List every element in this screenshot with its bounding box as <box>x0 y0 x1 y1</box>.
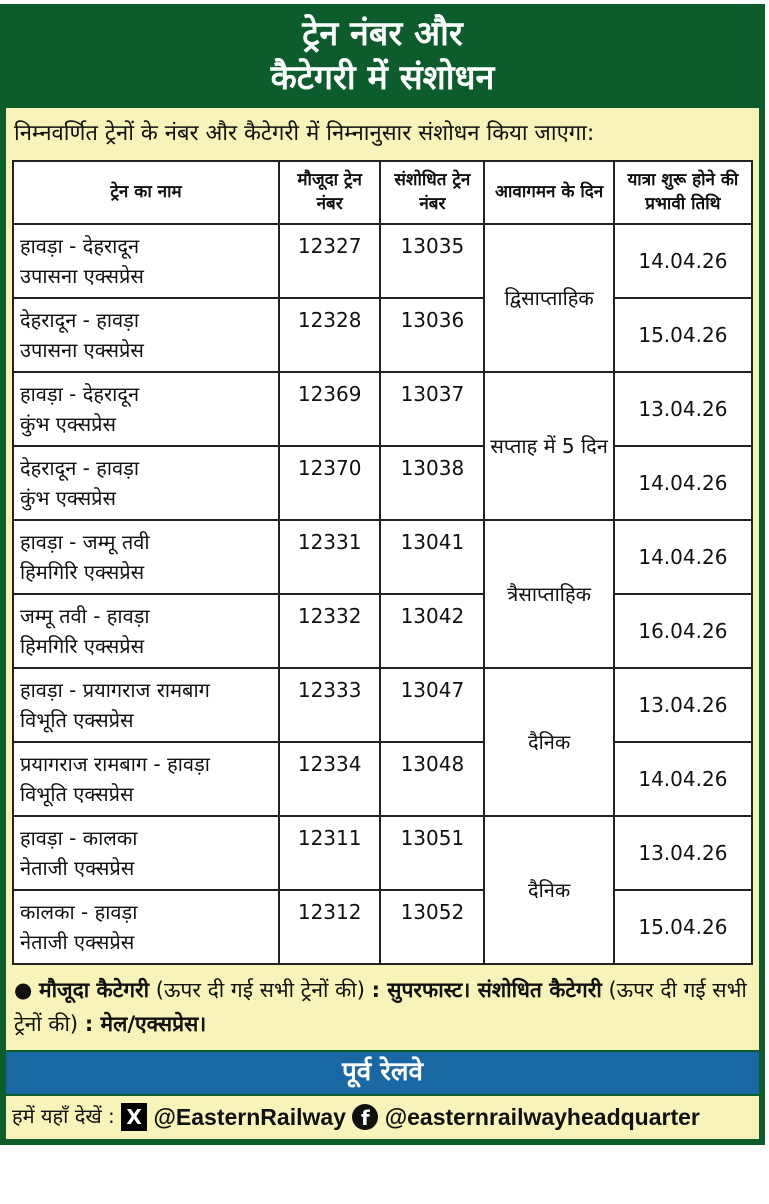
effective-date: 15.04.26 <box>614 890 752 964</box>
notice-title <box>2 6 763 108</box>
effective-date: 16.04.26 <box>614 594 752 668</box>
note-part: : सुपरफास्ट। संशोधित कैटेगरी <box>371 977 602 1002</box>
effective-date: 14.04.26 <box>614 742 752 816</box>
train-route: हावड़ा - प्रयागराज रामबाग <box>20 677 210 702</box>
header-train-name: ट्रेन का नाम <box>13 161 279 224</box>
intro-text: निम्नवर्णित ट्रेनों के नंबर और कैटेगरी में निम्नानुसार संशोधन किया जाएगा: <box>14 121 595 147</box>
train-title: उपासना एक्सप्रेस <box>20 263 144 288</box>
train-name <box>13 742 279 816</box>
facebook-logo-icon: f <box>352 1104 378 1130</box>
header-old-number: मौजूदा ट्रेन नंबर <box>279 161 380 224</box>
table-row <box>13 372 752 446</box>
table-row <box>13 224 752 298</box>
run-days: द्विसाप्ताहिक <box>484 224 613 372</box>
old-number: 12334 <box>279 742 380 816</box>
header-days: आवागमन के दिन <box>484 161 613 224</box>
table-row <box>13 890 752 964</box>
table-row <box>13 668 752 742</box>
train-name <box>13 520 279 594</box>
table-row <box>13 742 752 816</box>
new-number: 13036 <box>380 298 484 372</box>
train-route: प्रयागराज रामबाग - हावड़ा <box>20 751 210 776</box>
train-title: कुंभ एक्सप्रेस <box>20 485 117 510</box>
old-number: 12370 <box>279 446 380 520</box>
new-number: 13048 <box>380 742 484 816</box>
old-number: 12312 <box>279 890 380 964</box>
train-name <box>13 224 279 298</box>
x-logo-icon: X <box>121 1103 147 1131</box>
train-title: नेताजी एक्सप्रेस <box>20 929 135 954</box>
facebook-handle[interactable]: @easternrailwayheadquarter <box>384 1103 700 1130</box>
train-name <box>13 372 279 446</box>
old-number: 12332 <box>279 594 380 668</box>
old-number: 12369 <box>279 372 380 446</box>
run-days: दैनिक <box>484 816 613 964</box>
old-number: 12333 <box>279 668 380 742</box>
old-number: 12311 <box>279 816 380 890</box>
train-name <box>13 816 279 890</box>
table-header <box>13 161 752 224</box>
old-number: 12331 <box>279 520 380 594</box>
train-title: विभूति एक्सप्रेस <box>20 707 134 732</box>
train-table <box>12 160 753 965</box>
notice <box>0 4 765 1145</box>
effective-date: 13.04.26 <box>614 372 752 446</box>
run-days: दैनिक <box>484 668 613 816</box>
old-number: 12328 <box>279 298 380 372</box>
org-name: पूर्व रेलवे <box>6 1052 759 1094</box>
new-number: 13037 <box>380 372 484 446</box>
note-part: : मेल/एक्सप्रेस। <box>84 1012 207 1037</box>
note-part: मौजूदा कैटेगरी <box>39 977 150 1002</box>
train-title: हिमगिरि एक्सप्रेस <box>20 559 145 584</box>
train-route: हावड़ा - देहरादून <box>20 233 140 258</box>
effective-date: 14.04.26 <box>614 520 752 594</box>
train-route: देहरादून - हावड़ा <box>20 455 140 480</box>
train-route: देहरादून - हावड़ा <box>20 307 140 332</box>
title-line-2: कैटेगरी में संशोधन <box>270 58 495 99</box>
x-handle[interactable]: @EasternRailway <box>153 1103 346 1130</box>
train-title: कुंभ एक्सप्रेस <box>20 411 117 436</box>
new-number: 13047 <box>380 668 484 742</box>
train-name <box>13 594 279 668</box>
train-name <box>13 298 279 372</box>
category-note <box>12 973 753 1042</box>
old-number: 12327 <box>279 224 380 298</box>
note-part: (ऊपर दी गई सभी ट्रेनों की) <box>155 977 365 1002</box>
train-route: हावड़ा - कालका <box>20 825 138 850</box>
new-number: 13052 <box>380 890 484 964</box>
note-part: (ऊपर दी गई सभी ट्रेनों की) <box>14 977 747 1037</box>
new-number: 13035 <box>380 224 484 298</box>
effective-date: 13.04.26 <box>614 816 752 890</box>
table-row <box>13 816 752 890</box>
effective-date: 15.04.26 <box>614 298 752 372</box>
table-row <box>13 298 752 372</box>
bullet: ● <box>14 977 33 1002</box>
title-line-1: ट्रेन नंबर और <box>302 14 463 54</box>
table-row <box>13 446 752 520</box>
train-title: विभूति एक्सप्रेस <box>20 781 134 806</box>
effective-date: 14.04.26 <box>614 224 752 298</box>
train-route: हावड़ा - जम्मू तवी <box>20 529 150 554</box>
header-new-number: संशोधित ट्रेन नंबर <box>380 161 484 224</box>
new-number: 13038 <box>380 446 484 520</box>
run-days: त्रैसाप्ताहिक <box>484 520 613 668</box>
new-number: 13051 <box>380 816 484 890</box>
new-number: 13042 <box>380 594 484 668</box>
train-name <box>13 668 279 742</box>
train-route: जम्मू तवी - हावड़ा <box>20 603 150 628</box>
effective-date: 13.04.26 <box>614 668 752 742</box>
train-name <box>13 446 279 520</box>
run-days: सप्ताह में 5 दिन <box>484 372 613 520</box>
table-row <box>13 594 752 668</box>
notice-body <box>6 108 759 1050</box>
footer-label: हमें यहाँ देखें : <box>12 1103 115 1128</box>
train-title: हिमगिरि एक्सप्रेस <box>20 633 145 658</box>
new-number: 13041 <box>380 520 484 594</box>
train-title: उपासना एक्सप्रेस <box>20 337 144 362</box>
social-footer <box>6 1096 759 1139</box>
train-title: नेताजी एक्सप्रेस <box>20 855 135 880</box>
train-route: कालका - हावड़ा <box>20 899 138 924</box>
train-name <box>13 890 279 964</box>
effective-date: 14.04.26 <box>614 446 752 520</box>
table-row <box>13 520 752 594</box>
header-effective-date: यात्रा शुरू होने की प्रभावी तिथि <box>614 161 752 224</box>
train-route: हावड़ा - देहरादून <box>20 381 140 406</box>
